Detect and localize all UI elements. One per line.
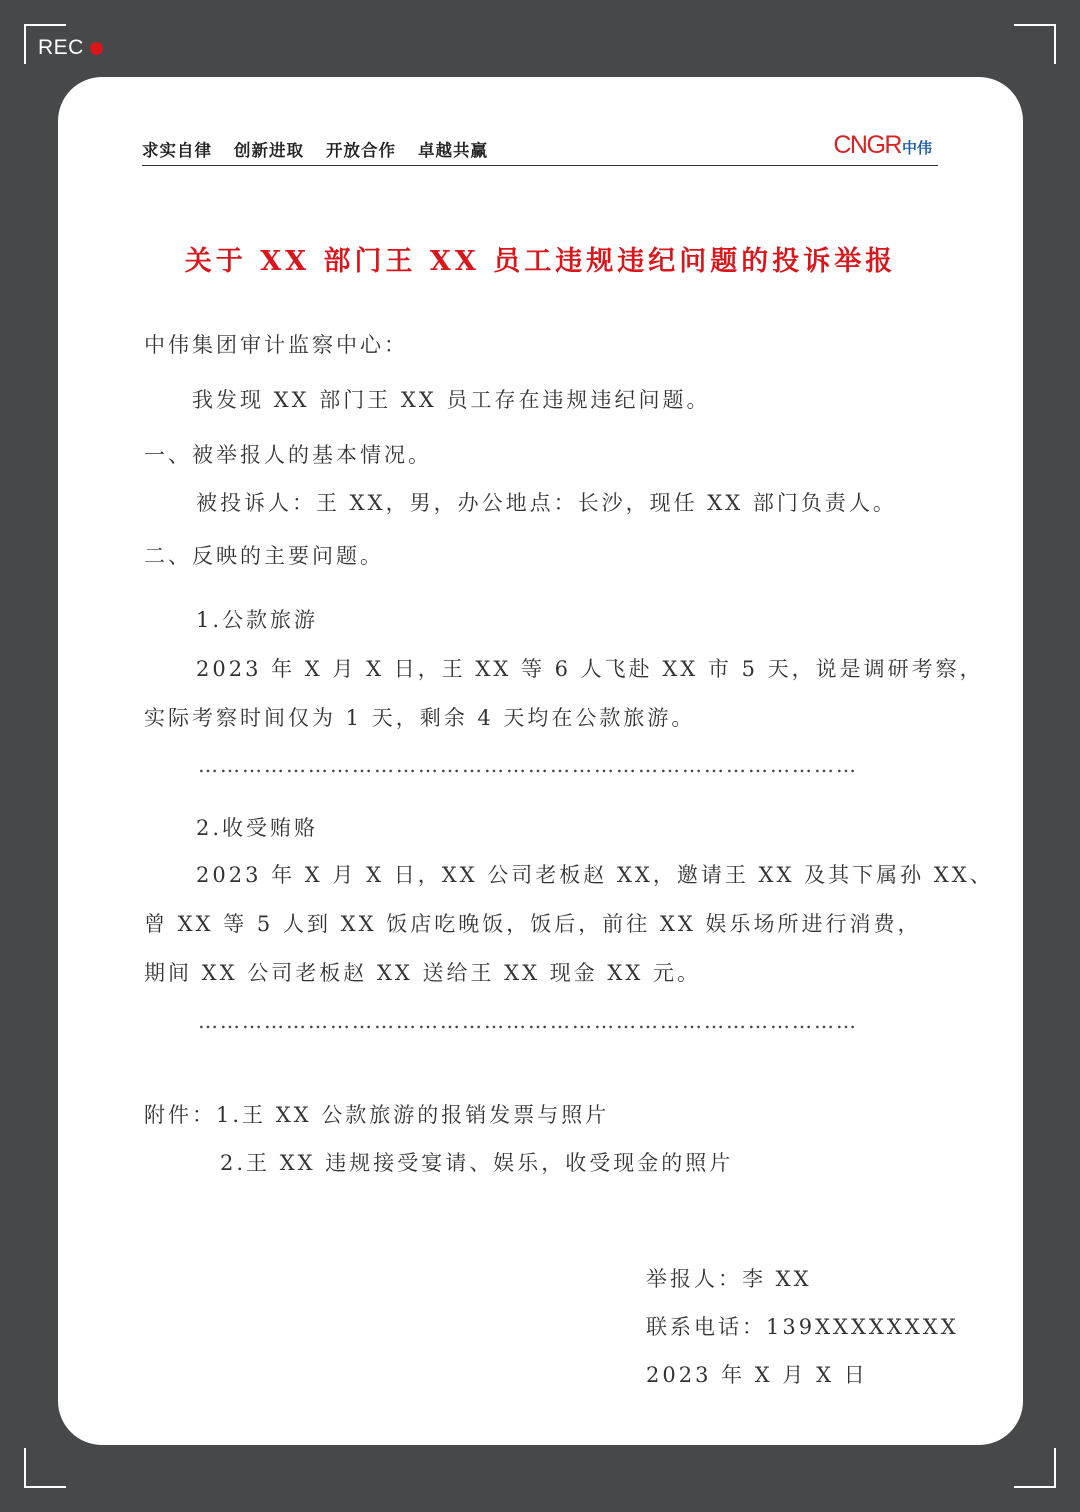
- salutation: 中伟集团审计监察中心：: [144, 333, 408, 357]
- attachment-line-2: 2.王 XX 违规接受宴请、娱乐，收受现金的照片: [220, 1151, 734, 1175]
- motto-item: 卓越共赢: [418, 141, 488, 160]
- reporter-name: 举报人：李 XX: [646, 1267, 812, 1291]
- company-logo: [833, 131, 932, 160]
- logo-text-en: CNGR: [833, 131, 901, 159]
- item-2-heading: 2.收受贿赂: [196, 816, 319, 840]
- document-paper: [58, 77, 1023, 1445]
- frame-corner-bottom-left: [24, 1448, 66, 1488]
- rec-label: REC: [38, 36, 84, 59]
- item-1-line: 2023 年 X 月 X 日，王 XX 等 6 人飞赴 XX 市 5 天，说是调研考察，: [196, 657, 984, 681]
- section-1-body: 被投诉人：王 XX，男，办公地点：长沙，现任 XX 部门负责人。: [196, 491, 897, 515]
- motto-item: 创新进取: [234, 141, 304, 160]
- document-title: 关于 XX 部门王 XX 员工违规违纪问题的投诉举报: [184, 246, 897, 277]
- intro-paragraph: 我发现 XX 部门王 XX 员工存在违规违纪问题。: [192, 388, 711, 412]
- section-heading-1: 一、被举报人的基本情况。: [144, 443, 432, 467]
- item-2-line: 2023 年 X 月 X 日，XX 公司老板赵 XX，邀请王 XX 及其下属孙 XX、: [196, 863, 994, 887]
- report-date: 2023 年 X 月 X 日: [646, 1363, 868, 1387]
- section-heading-2: 二、反映的主要问题。: [144, 544, 384, 568]
- item-2-line: 曾 XX 等 5 人到 XX 饭店吃晚饭，饭后，前往 XX 娱乐场所进行消费，: [144, 912, 922, 936]
- item-1-heading: 1.公款旅游: [196, 608, 319, 632]
- motto-item: 开放合作: [326, 141, 396, 160]
- motto-item: 求实自律: [142, 141, 212, 160]
- reporter-phone: 联系电话：139XXXXXXXX: [646, 1315, 959, 1339]
- frame-corner-bottom-right: [1014, 1448, 1056, 1488]
- letterhead: [142, 131, 938, 166]
- rec-indicator: [38, 36, 103, 60]
- attachment-line-1: 附件：1.王 XX 公款旅游的报销发票与照片: [144, 1103, 610, 1127]
- item-1-line: 实际考察时间仅为 1 天，剩余 4 天均在公款旅游。: [144, 706, 696, 730]
- logo-text-cn: 中伟: [901, 139, 932, 157]
- item-2-line: 期间 XX 公司老板赵 XX 送给王 XX 现金 XX 元。: [144, 961, 702, 985]
- ellipsis-separator: ………………………………………………………………………………: [198, 753, 858, 777]
- company-motto: [142, 137, 488, 161]
- ellipsis-separator: ………………………………………………………………………………: [198, 1009, 858, 1033]
- rec-dot-icon: [90, 42, 103, 55]
- frame-corner-top-right: [1014, 24, 1056, 64]
